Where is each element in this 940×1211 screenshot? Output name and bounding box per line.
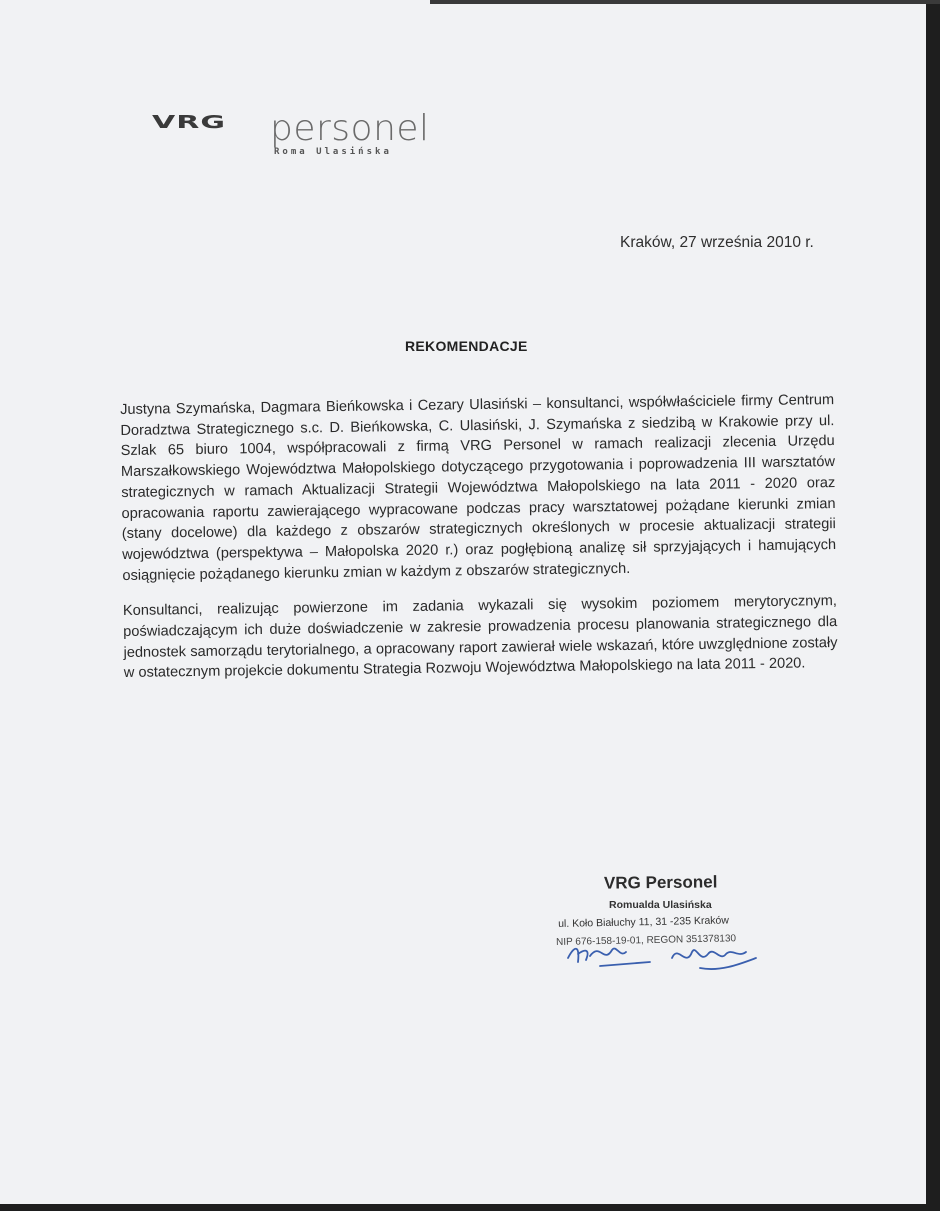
logo-mark: VRG <box>152 112 226 133</box>
logo-word: personel <box>270 108 430 149</box>
stamp-ids: NIP 676-158-19-01, REGON 351378130 <box>556 933 737 948</box>
scan-edge-bottom <box>0 1204 940 1211</box>
paragraph: Konsultanci, realizując powierzone im zadania wykazali się wysokim poziomem merytorycznym, poświadczającym ich duże doświadczenie w zakresie prowadzenia procesu planowania strategicznego dla jednostek samorządu terytorialnego, a opracowany raport zawierał wiele wskazań, które uwzględnione zostały w ostatecznym projekcie dokumentu Strategia Rozwoju Województwa Małopolskiego na lata 2011 - 2020. <box>122 593 838 682</box>
stamp-company: VRG Personel <box>603 872 718 893</box>
letter-title: REKOMENDACJE <box>405 338 528 354</box>
letter-body <box>120 390 838 684</box>
stamp-name: Romualda Ulasińska <box>609 899 712 911</box>
company-logo <box>152 108 442 168</box>
scan-edge-top <box>430 0 940 4</box>
stamp-address: ul. Koło Białuchy 11, 31 -235 Kraków <box>558 914 730 930</box>
letter-date: Kraków, 27 września 2010 r. <box>620 234 814 251</box>
logo-subtitle: Roma Ulasińska <box>274 147 392 157</box>
handwritten-signature <box>560 928 780 978</box>
paragraph: Justyna Szymańska, Dagmara Bieńkowska i Cezary Ulasiński – konsultanci, współwłaściciele firmy Centrum Doradztwa Strategicznego s.c. D. Bieńkowska, C. Ulasiński, J. Szymańska z siedzibą w Krakowie przy ul. Szlak 65 biuro 1004, współpracowali z firmą VRG Personel w ramach realizacji zlecenia Urzędu Marszałkowskiego Województwa Małopolskiego dotyczącego przygotowania i poprowadzenia III warsztatów strategicznych w ramach Aktualizacji Strategii Województwa Małopolskiego na lata 2011 - 2020 oraz opracowania raportu zawierającego wypracowane podczas pracy warsztatowej pożądane kierunki zmian (stany docelowe) dla każdego z obszarów strategicznych określonych w procesie aktualizacji strategii województwa (perspektywa – Małopolska 2020 r.) oraz pogłębioną analizę sił sprzyjających i hamujących osiągnięcie pożądanego kierunku zmian w każdym z obszarów strategicznych. <box>120 392 837 584</box>
scan-edge-right <box>926 0 940 1211</box>
